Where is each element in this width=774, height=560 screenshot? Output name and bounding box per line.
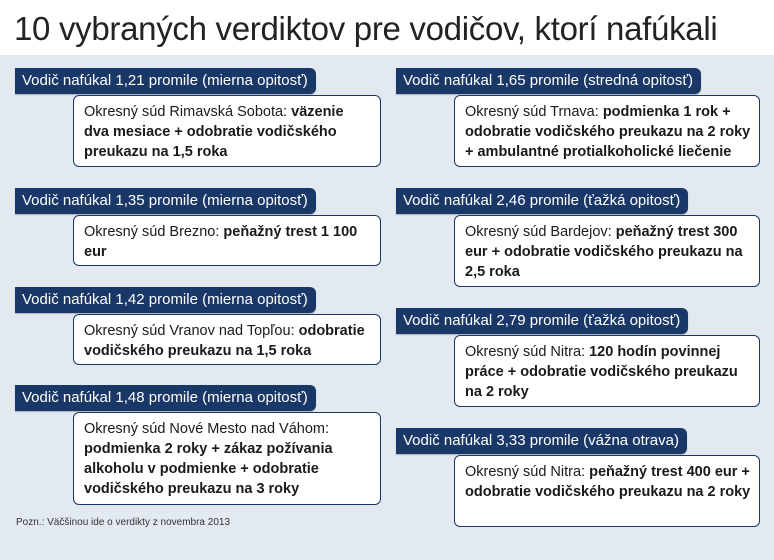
card-header: Vodič nafúkal 1,48 promile (mierna opitosť) [15, 385, 316, 411]
court-name: Okresný súd Bardejov: [465, 224, 616, 240]
card-body [454, 215, 760, 287]
verdict-text: odobratie vodičského preukazu na 1,5 roka [84, 323, 365, 359]
card-body [73, 95, 381, 167]
card-body [73, 215, 381, 266]
verdict-text: peňažný trest 300 eur + odobratie vodičského preukazu na 2,5 roka [465, 224, 743, 280]
court-name: Okresný súd Nové Mesto nad Váhom: [84, 421, 330, 437]
court-name: Okresný súd Rimavská Sobota: [84, 104, 292, 120]
court-name: Okresný súd Trnava: [465, 104, 603, 120]
card-header: Vodič nafúkal 1,42 promile (mierna opitosť) [15, 287, 316, 313]
card-body [73, 412, 381, 505]
court-name: Okresný súd Vranov nad Topľou: [84, 323, 299, 339]
card-header: Vodič nafúkal 2,79 promile (ťažká opitosť) [396, 308, 688, 334]
card-body [454, 455, 760, 527]
page-title: 10 vybraných verdiktov pre vodičov, ktorí nafúkali [14, 10, 718, 47]
footnote: Pozn.: Väčšinou ide o verdikty z novembra 2013 [16, 517, 231, 528]
card-body [454, 95, 760, 167]
card-header: Vodič nafúkal 1,65 promile (stredná opitosť) [396, 68, 701, 94]
card-header: Vodič nafúkal 1,21 promile (mierna opitosť) [15, 68, 316, 94]
court-name: Okresný súd Nitra: [465, 464, 590, 480]
card-header: Vodič nafúkal 3,33 promile (vážna otrava) [396, 428, 687, 454]
verdict-text: 120 hodín povinnej práce + odobratie vodičského preukazu na 2 roky [465, 344, 738, 400]
court-name: Okresný súd Nitra: [465, 344, 590, 360]
verdict-text: väzenie dva mesiace + odobratie vodičského preukazu na 1,5 roka [84, 104, 344, 160]
court-name: Okresný súd Brezno: [84, 224, 224, 240]
verdict-text: podmienka 1 rok + odobratie vodičského preukazu na 2 roky + ambulantné protialkoholické liečenie [465, 104, 751, 160]
verdict-text: peňažný trest 400 eur + odobratie vodičského preukazu na 2 roky [465, 464, 751, 500]
card-body [454, 335, 760, 407]
card-body [73, 314, 381, 365]
card-header: Vodič nafúkal 1,35 promile (mierna opitosť) [15, 188, 316, 214]
verdict-text: peňažný trest 1 100 eur [84, 224, 358, 260]
verdict-text: podmienka 2 roky + zákaz požívania alkoholu v podmienke + odobratie vodičského preukazu na 3 roky [84, 441, 333, 497]
card-header: Vodič nafúkal 2,46 promile (ťažká opitosť) [396, 188, 688, 214]
